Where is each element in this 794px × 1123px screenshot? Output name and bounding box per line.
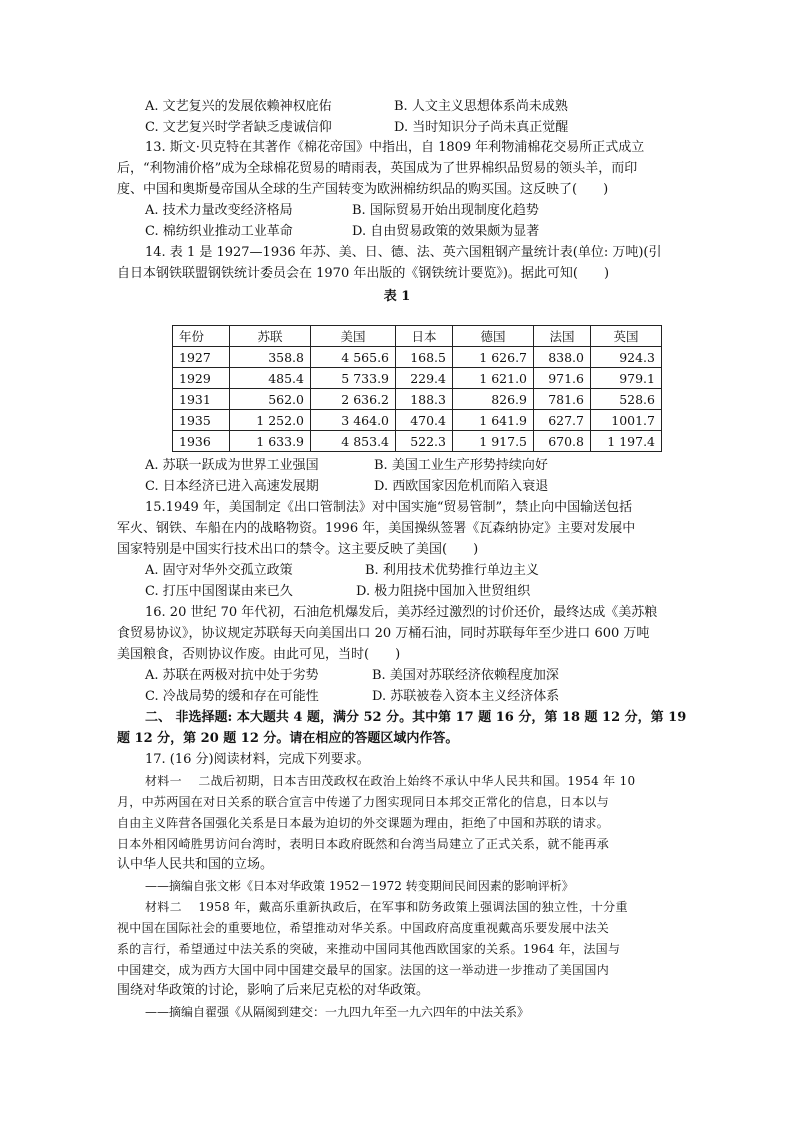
table-header-cell: 德国 <box>453 326 534 347</box>
q16-option-d: D. 苏联被卷入资本主义经济体系 <box>372 689 560 704</box>
table-cell: 979.1 <box>591 368 662 389</box>
q16-option-c: C. 冷战局势的缓和存在可能性 <box>145 689 319 704</box>
table-cell: 1927 <box>173 347 230 368</box>
table-cell: 1001.7 <box>591 410 662 431</box>
material-2-line4: 中国建交，成为西方大国中同中国建交最早的国家。法国的这一举动进一步推动了美国国内 <box>117 963 610 977</box>
table-cell: 1931 <box>173 389 230 410</box>
table-cell: 188.3 <box>396 389 453 410</box>
table-header-cell: 英国 <box>591 326 662 347</box>
q15-option-a: A. 固守对华外交孤立政策 <box>145 563 293 578</box>
table-header-row <box>173 326 662 347</box>
table-cell: 924.3 <box>591 347 662 368</box>
table-cell: 168.5 <box>396 347 453 368</box>
q16-option-a: A. 苏联在两极对抗中处于劣势 <box>145 668 319 683</box>
q13-option-d: D. 自由贸易政策的效果颇为显著 <box>352 224 540 239</box>
material-2-source: ——摘编自翟强《从隔阂到建交：一九四九年至一九六四年的中法关系》 <box>145 1005 530 1019</box>
q13-stem-line2: 后，“利物浦价格”成为全球棉花贸易的晴雨表，英国成为了世界棉织品贸易的领头羊，而印 <box>117 161 638 176</box>
table-cell: 670.8 <box>534 431 591 452</box>
material-2-line5: 围绕对华政策的讨论，影响了后来尼克松的对华政策。 <box>117 983 430 998</box>
table-cell: 2 636.2 <box>311 389 396 410</box>
material-1-line1: 材料一 二战后初期，日本吉田茂政权在政治上始终不承认中华人民共和国。1954 年 10 <box>145 774 636 788</box>
q15-stem-line2: 军火、钢铁、车船在内的战略物资。1996 年，美国操纵签署《瓦森纳协定》主要对发展中 <box>117 521 636 536</box>
table-cell: 562.0 <box>230 389 311 410</box>
q17-intro: 17. (16 分)阅读材料，完成下列要求。 <box>145 752 370 767</box>
material-2-line3: 系的言行，希望通过中法关系的突破，来推动中国同其他西欧国家的关系。1964 年，法国与 <box>117 942 621 956</box>
q14-stem-line2: 自日本钢铁联盟钢铁统计委员会在 1970 年出版的《钢铁统计要览》)。据此可知( ) <box>117 266 610 281</box>
table-cell: 1 917.5 <box>453 431 534 452</box>
table-cell: 229.4 <box>396 368 453 389</box>
table-cell: 1929 <box>173 368 230 389</box>
q16-option-b: B. 美国对苏联经济依赖程度加深 <box>372 668 559 683</box>
table-cell: 5 733.9 <box>311 368 396 389</box>
q14-option-b: B. 美国工业生产形势持续向好 <box>374 458 548 473</box>
table-row <box>173 431 662 452</box>
table-header-cell: 法国 <box>534 326 591 347</box>
table-cell: 470.4 <box>396 410 453 431</box>
q16-stem-line2: 食贸易协议》，协议规定苏联每天向美国出口 20 万桶石油，同时苏联每年至少进口 600 万吨 <box>117 626 650 641</box>
table-cell: 627.7 <box>534 410 591 431</box>
material-1-line3: 自由主义阵营各国强化关系是日本最为迫切的外交课题为理由，拒绝了中国和苏联的请求。 <box>117 816 610 830</box>
q13-option-a: A. 技术力量改变经济格局 <box>145 203 293 218</box>
q15-option-c: C. 打压中国图谋由来已久 <box>145 584 293 599</box>
table-cell: 4 565.6 <box>311 347 396 368</box>
table-header-cell: 苏联 <box>230 326 311 347</box>
table-cell: 1936 <box>173 431 230 452</box>
table-row <box>173 368 662 389</box>
q15-option-b: B. 利用技术优势推行单边主义 <box>365 563 539 578</box>
table-cell: 781.6 <box>534 389 591 410</box>
section-2-heading-line1: 二、 非选择题: 本大题共 4 题，满分 52 分。其中第 17 题 16 分，第 18 题 12 分，第 19 <box>145 710 687 725</box>
q12-option-d: D. 当时知识分子尚未真正觉醒 <box>394 120 569 135</box>
table-cell: 1935 <box>173 410 230 431</box>
table-cell: 826.9 <box>453 389 534 410</box>
table-header-cell: 年份 <box>173 326 230 347</box>
q15-stem-line3: 国家特别是中国实行技术出口的禁令。这主要反映了美国( ) <box>117 542 479 557</box>
q14-option-d: D. 西欧国家因危机而陷入衰退 <box>374 479 549 494</box>
table-caption: 表 1 <box>383 289 411 304</box>
table-cell: 522.3 <box>396 431 453 452</box>
q12-option-b: B. 人文主义思想体系尚未成熟 <box>394 99 568 114</box>
table-cell: 1 626.7 <box>453 347 534 368</box>
table-cell: 1 197.4 <box>591 431 662 452</box>
q13-option-c: C. 棉纺织业推动工业革命 <box>145 224 293 239</box>
table-cell: 528.6 <box>591 389 662 410</box>
table-cell: 1 633.9 <box>230 431 311 452</box>
q14-option-c: C. 日本经济已进入高速发展期 <box>145 479 319 494</box>
table-cell: 838.0 <box>534 347 591 368</box>
q13-stem-line3: 度、中国和奥斯曼帝国从全球的生产国转变为欧洲棉纺织品的购买国。这反映了( ) <box>117 182 609 197</box>
table-cell: 4 853.4 <box>311 431 396 452</box>
table-row <box>173 389 662 410</box>
steel-output-table <box>172 325 662 452</box>
section-2-heading-line2: 题 12 分，第 20 题 12 分。请在相应的答题区域内作答。 <box>117 731 459 746</box>
q14-stem-line1: 14. 表 1 是 1927—1936 年苏、美、日、德、法、英六国粗钢产量统计表(单位: 万吨)(引 <box>145 245 662 260</box>
material-1-source: ——摘编自张文彬《日本对华政策 1952－1972 转变期间民间因素的影响评析》 <box>145 879 574 893</box>
material-1-line4: 日本外相冈崎胜男访问台湾时，表明日本政府既然和台湾当局建立了正式关系，就不能再承 <box>117 837 610 851</box>
q12-option-c: C. 文艺复兴时学者缺乏虔诚信仰 <box>145 120 332 135</box>
table-cell: 971.6 <box>534 368 591 389</box>
table-cell: 3 464.0 <box>311 410 396 431</box>
q12-option-a: A. 文艺复兴的发展依赖神权庇佑 <box>145 99 332 114</box>
table-header-cell: 日本 <box>396 326 453 347</box>
table-row <box>173 410 662 431</box>
table-header-cell: 美国 <box>311 326 396 347</box>
q16-stem-line3: 美国粮食，否则协议作废。由此可见，当时( ) <box>117 647 401 662</box>
table-cell: 358.8 <box>230 347 311 368</box>
table-cell: 1 621.0 <box>453 368 534 389</box>
material-2-line2: 视中国在国际社会的重要地位，希望推动对华关系。中国政府高度重视戴高乐要发展中法关 <box>117 921 610 935</box>
q14-option-a: A. 苏联一跃成为世界工业强国 <box>145 458 319 473</box>
q13-option-b: B. 国际贸易开始出现制度化趋势 <box>352 203 539 218</box>
q13-stem-line1: 13. 斯文·贝克特在其著作《棉花帝国》中指出，自 1809 年利物浦棉花交易所正式成立 <box>145 140 645 155</box>
q15-option-d: D. 极力阻挠中国加入世贸组织 <box>356 584 531 599</box>
material-1-line5: 认中华人民共和国的立场。 <box>117 857 274 872</box>
table-cell: 1 641.9 <box>453 410 534 431</box>
material-2-line1: 材料二 1958 年，戴高乐重新执政后，在军事和防务政策上强调法国的独立性，十分重 <box>145 900 628 914</box>
table-cell: 485.4 <box>230 368 311 389</box>
q16-stem-line1: 16. 20 世纪 70 年代初，石油危机爆发后，美苏经过激烈的讨价还价，最终达成《美苏粮 <box>145 605 658 620</box>
material-1-line2: 月，中苏两国在对日关系的联合宣言中传递了力图实现同日本邦交正常化的信息，日本以与 <box>117 795 610 809</box>
table-cell: 1 252.0 <box>230 410 311 431</box>
table-row <box>173 347 662 368</box>
q15-stem-line1: 15.1949 年，美国制定《出口管制法》对中国实施“贸易管制”，禁止向中国输送包括 <box>145 500 633 515</box>
